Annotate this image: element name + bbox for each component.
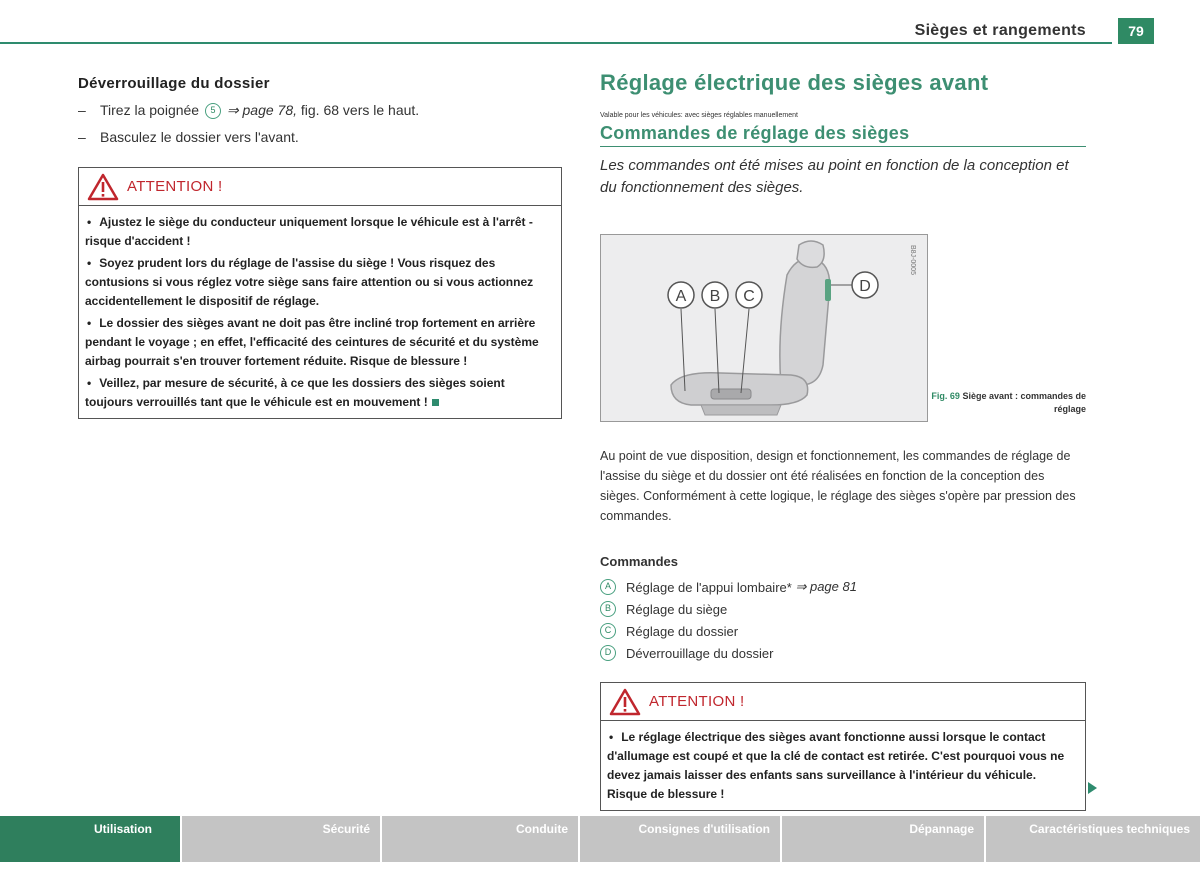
warning-triangle-icon	[609, 688, 641, 716]
warning-item: • Ajustez le siège du conducteur uniquement lorsque le véhicule est à l'arrêt - risque d'accident !	[85, 215, 533, 249]
continue-arrow-icon	[1088, 782, 1097, 794]
warning-item-text: Le réglage électrique des sièges avant fonctionne aussi lorsque le contact d'allumage est coupé et que la clé de contact est retirée. C'est pourquoi vous ne devez jamais laisser des enfants sans surveillance à l'intérieur du véhicule. Risque de blessure !	[607, 730, 1065, 801]
section-title: Réglage électrique des sièges avant	[600, 70, 989, 95]
warning-body	[601, 721, 1085, 810]
figure-label: Fig. 69	[931, 391, 960, 401]
tab-consignes-utilisation[interactable]: Consignes d'utilisation	[580, 816, 780, 862]
page-number: 79	[1118, 18, 1154, 44]
chapter-tabs	[0, 816, 1200, 862]
intro-text: Les commandes ont été mises au point en fonction de la conception et du fonctionnement des sièges.	[600, 157, 1069, 196]
warning-item-text: Soyez prudent lors du réglage de l'assise du siège ! Vous risquez des contusions si vous réglez votre siège sans faire attention ou si vous actionnez accidentellement le dispositif de réglage.	[85, 256, 534, 309]
tab-utilisation[interactable]: Utilisation	[0, 816, 180, 862]
warning-item-text: Le dossier des sièges avant ne doit pas être incliné trop fortement en arrière pendant le voyage ; en effet, l'efficacité des ceintures de sécurité et du système airbag pourrait s'en trouver fortement réduite. Risque de blessure !	[85, 316, 539, 369]
callout-c: C	[743, 288, 755, 305]
warning-item: • Le dossier des sièges avant ne doit pas être incliné trop fortement en arrière pendant le voyage ; en effet, l'efficacité des ceintures de sécurité et du système airbag pourrait s'en trouver fortement réduite. Risque de blessure !	[85, 316, 539, 369]
warning-item-text: Veillez, par mesure de sécurité, à ce que les dossiers des sièges soient toujours verrouillés tant que le véhicule est en mouvement !	[85, 376, 505, 410]
callout-b: B	[709, 288, 721, 305]
command-key-badge: A	[600, 579, 616, 595]
instruction-step	[78, 102, 562, 119]
figure-code: B8J-0005	[909, 245, 916, 275]
command-key-badge: D	[600, 645, 616, 661]
warning-triangle-icon	[87, 173, 119, 201]
callout-d: D	[859, 278, 871, 295]
instruction-step	[78, 129, 562, 145]
step-text-pre: Tirez la poignée	[100, 102, 200, 118]
command-key-badge: C	[600, 623, 616, 639]
handle-number-badge: 5	[205, 103, 221, 119]
command-label: Réglage de l'appui lombaire*	[626, 579, 792, 595]
warning-item-text: Ajustez le siège du conducteur uniquement lorsque le véhicule est à l'arrêt - risque d'accident !	[85, 215, 533, 249]
figure-caption	[930, 390, 1086, 416]
page-reference-link[interactable]: ⇒ page 78,	[226, 102, 297, 118]
commands-list	[600, 576, 1086, 664]
warning-item: • Soyez prudent lors du réglage de l'assise du siège ! Vous risquez des contusions si vous réglez votre siège sans faire attention ou si vous actionnez accidentellement le dispositif de réglage.	[85, 256, 534, 309]
warning-body	[79, 206, 561, 418]
list-item	[600, 598, 1086, 620]
command-key-badge: B	[600, 601, 616, 617]
command-label: Réglage du dossier	[626, 623, 739, 639]
right-column	[600, 70, 1086, 801]
subsection-title: Commandes de réglage des sièges	[600, 123, 1086, 147]
command-label: Réglage du siège	[626, 601, 728, 617]
warning-title: ATTENTION !	[649, 693, 745, 710]
list-item	[600, 642, 1086, 664]
warning-header	[79, 168, 561, 206]
list-item	[600, 620, 1086, 642]
figure-caption-text: Siège avant : commandes de réglage	[962, 391, 1086, 414]
step-text: Basculez le dossier vers l'avant.	[100, 129, 299, 146]
section-heading: Déverrouillage du dossier	[78, 75, 270, 92]
body-paragraph: Au point de vue disposition, design et fonctionnement, les commandes de réglage de l'assise du siège et du dossier ont été réalisées en fonction de la conception des sièges. Conformément à cette logique, le réglage des sièges s'opère par pression des commandes.	[600, 449, 1076, 523]
left-column	[78, 75, 562, 419]
validity-note: Valable pour les véhicules: avec sièges réglables manuellement	[600, 112, 798, 119]
tab-caracteristiques-techniques[interactable]: Caractéristiques techniques	[986, 816, 1200, 862]
tab-securite[interactable]: Sécurité	[182, 816, 380, 862]
tab-conduite[interactable]: Conduite	[382, 816, 578, 862]
warning-box	[78, 167, 562, 419]
seat-illustration-icon	[601, 235, 928, 422]
command-label: Déverrouillage du dossier	[626, 645, 774, 661]
warning-item: • Le réglage électrique des sièges avant fonctionne aussi lorsque le contact d'allumage est coupé et que la clé de contact est retirée. C'est pourquoi vous ne devez jamais laisser des enfants sans surveillance à l'intérieur du véhicule. Risque de blessure !	[607, 730, 1065, 801]
step-dash: –	[78, 102, 86, 118]
step-dash: –	[78, 129, 86, 146]
warning-header	[601, 683, 1085, 721]
warning-title: ATTENTION !	[127, 178, 223, 196]
list-item	[600, 576, 1086, 598]
warning-item: • Veillez, par mesure de sécurité, à ce que les dossiers des sièges soient toujours verrouillés tant que le véhicule est en mouvement !	[85, 376, 505, 410]
warning-box	[600, 682, 1086, 811]
callout-a: A	[675, 288, 687, 305]
seat-figure	[600, 234, 928, 422]
commands-heading: Commandes	[600, 554, 679, 569]
step-text	[100, 102, 419, 119]
end-marker-icon	[432, 399, 439, 406]
header-rule	[0, 42, 1112, 44]
running-header-title: Sièges et rangements	[914, 22, 1086, 39]
page-reference-link[interactable]: ⇒ page 81	[795, 579, 857, 594]
step-text-post: fig. 68 vers le haut.	[300, 102, 420, 118]
tab-depannage[interactable]: Dépannage	[782, 816, 984, 862]
